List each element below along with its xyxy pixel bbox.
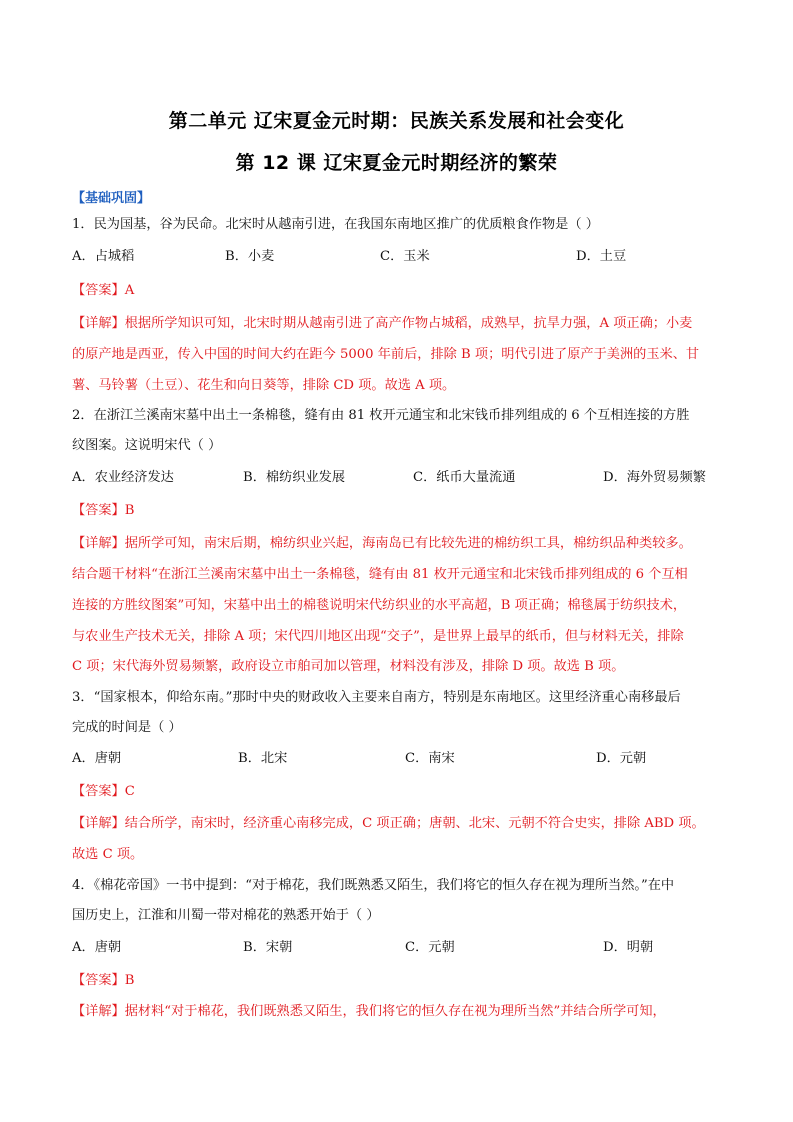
question-1-explain-line: 【详解】根据所学知识可知，北宋时期从越南引进了高产作物占城稻，成熟早，抗旱力强，A 项正确；小麦 xyxy=(72,316,693,331)
question-2-explain-line: 连接的方胜纹图案”可知，宋墓中出土的棉毯说明宋代纺织业的水平高超，B 项正确；棉毯属于纺织技术， xyxy=(72,598,687,613)
question-4-option-b: B．宋朝 xyxy=(243,940,293,955)
question-3-explain-line: 【详解】结合所学，南宋时，经济重心南移完成，C 项正确；唐朝、北宋、元朝不符合史实，排除 ABD 项。 xyxy=(72,816,705,831)
section-label: 【基础巩固】 xyxy=(72,191,151,206)
lesson-title: 第 12 课 辽宋夏金元时期经济的繁荣 xyxy=(235,152,558,174)
question-3-option-c: C．南宋 xyxy=(405,751,455,766)
question-1-option-b: B．小麦 xyxy=(225,249,275,264)
question-2-answer: 【答案】B xyxy=(72,503,135,518)
question-4-explain-line: 【详解】据材料“对于棉花，我们既熟悉又陌生，我们将它的恒久存在视为理所当然”并结合所学可知， xyxy=(72,1004,666,1019)
question-2-explain-line: C 项；宋代海外贸易频繁，政府设立市舶司加以管理，材料没有涉及，排除 D 项。故选 B 项。 xyxy=(72,659,625,674)
question-2-option-b: B．棉纺织业发展 xyxy=(243,470,346,485)
question-3-answer: 【答案】C xyxy=(72,784,135,799)
question-3-stem: 完成的时间是（ ） xyxy=(72,720,182,735)
question-4-option-a: A．唐朝 xyxy=(72,940,122,955)
question-4-stem: 国历史上，江淮和川蜀一带对棉花的熟悉开始于（ ） xyxy=(72,908,380,923)
question-4-option-d: D．明朝 xyxy=(603,940,654,955)
question-1-stem: 1．民为国基，谷为民命。北宋时从越南引进，在我国东南地区推广的优质粮食作物是（ ） xyxy=(72,217,599,232)
question-1-option-c: C．玉米 xyxy=(380,249,430,264)
question-3-stem: 3．“国家根本，仰给东南。”那时中央的财政收入主要来自南方，特别是东南地区。这里经济重心南移最后 xyxy=(72,690,681,705)
question-1-explain-line: 薯、马铃薯（土豆）、花生和向日葵等，排除 CD 项。故选 A 项。 xyxy=(72,378,456,393)
question-1-explain-line: 的原产地是西亚，传入中国的时间大约在距今 5000 年前后，排除 B 项；明代引进了原产于美洲的玉米、甘 xyxy=(72,347,700,362)
unit-title: 第二单元 辽宋夏金元时期：民族关系发展和社会变化 xyxy=(168,110,625,132)
question-2-explain-line: 【详解】据所学可知，南宋后期，棉纺织业兴起，海南岛已有比较先进的棉纺织工具，棉纺织品种类较多。 xyxy=(72,536,692,551)
question-4-answer: 【答案】B xyxy=(72,973,135,988)
question-1-answer: 【答案】A xyxy=(72,283,135,298)
question-3-option-b: B．北宋 xyxy=(238,751,288,766)
question-1-option-a: A．占城稻 xyxy=(72,249,135,264)
question-2-stem: 纹图案。这说明宋代（ ） xyxy=(72,438,222,453)
question-3-option-d: D．元朝 xyxy=(596,751,647,766)
question-2-stem: 2．在浙江兰溪南宋墓中出土一条棉毯，缝有由 81 枚开元通宝和北宋钱币排列组成的 6 个互相连接的方胜 xyxy=(72,408,690,423)
question-2-option-c: C．纸币大量流通 xyxy=(413,470,516,485)
question-3-explain-line: 故选 C 项。 xyxy=(72,847,144,862)
question-1-option-d: D．土豆 xyxy=(576,249,627,264)
question-2-option-a: A．农业经济发达 xyxy=(72,470,174,485)
question-2-explain-line: 与农业生产技术无关，排除 A 项；宋代四川地区出现“交子”，是世界上最早的纸币，但与材料无关，排除 xyxy=(72,629,684,644)
question-3-option-a: A．唐朝 xyxy=(72,751,122,766)
question-2-explain-line: 结合题干材料“在浙江兰溪南宋墓中出土一条棉毯，缝有由 81 枚开元通宝和北宋钱币排列组成的 6 个互相 xyxy=(72,567,688,582)
question-2-option-d: D．海外贸易频繁 xyxy=(603,470,706,485)
question-4-option-c: C．元朝 xyxy=(405,940,455,955)
question-4-stem: 4．《棉花帝国》一书中提到：“对于棉花，我们既熟悉又陌生，我们将它的恒久存在视为理所当然。”在中 xyxy=(72,878,675,893)
